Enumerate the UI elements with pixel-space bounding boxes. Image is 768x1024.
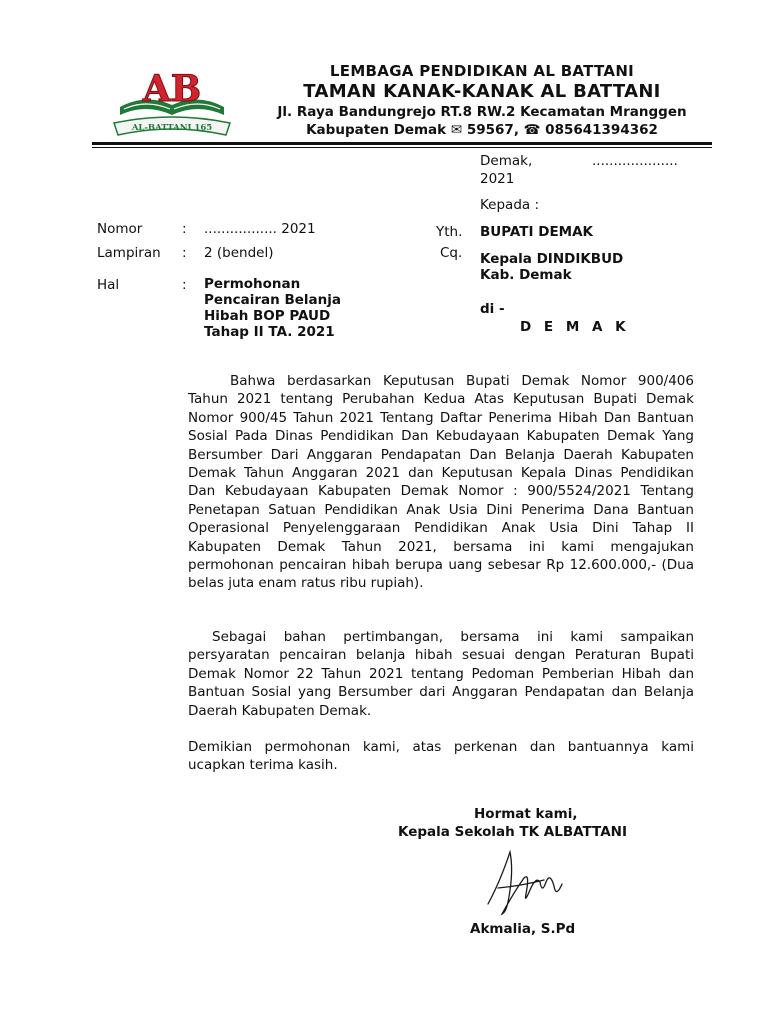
recipient-name: BUPATI DEMAK [480, 224, 594, 240]
hal-colon: : [182, 277, 187, 293]
body-paragraph-3: Demikian permohonan kami, atas perkenan dan bantuannya kami ucapkan terima kasih. [188, 739, 694, 774]
lampiran-colon: : [182, 245, 187, 261]
body-paragraph-1: Bahwa berdasarkan Keputusan Bupati Demak Nomor 900/406 Tahun 2021 tentang Perubahan Kedua Atas Keputusan Bupati Demak Nomor 900/45 Tahun 2021 Tentang Daftar Penerima Hibah Dan Bantuan Sosial Pada Dinas Pendidikan Dan Kebudayaan Kabupaten Demak Yang Bersumber Dari Anggaran Pendapatan Dan Belanja Daerah Kabupaten Demak Tahun Anggaran 2021 dan Keputusan Kepala Dinas Pendidikan Dan Kebudayaan Kabupaten Demak Nomor : 900/5524/2021 Tentang Penetapan Satuan Pendidikan Anak Usia Dini Penerima Dana Bantuan Operasional Penyelenggaraan Pendidikan Anak Usia Dini Tahap II Kabupaten Demak Tahun 2021, bersama ini kami mengajukan permohonan pencairan hibah berupa uang sebesar Rp 12.600.000,- (Dua belas juta enam ratus ribu rupiah). [188, 373, 694, 592]
logo-banner-text: AL-BATTANI 165 [131, 123, 213, 133]
nomor-value: ................. 2021 [204, 221, 316, 237]
di-label: di - [480, 301, 505, 317]
letterhead-divider-thin [92, 147, 712, 148]
logo-letters: AB [142, 68, 202, 110]
letterhead-divider-thick [92, 142, 712, 145]
nomor-label: Nomor [97, 221, 143, 237]
school-name: TAMAN KANAK-KANAK AL BATTANI [303, 81, 661, 102]
letter-place-date: Demak, 2021 [480, 153, 533, 187]
recipient-office-line1: Kepala DINDIKBUD [480, 251, 624, 267]
recipient-city: D E M A K [520, 319, 630, 335]
lampiran-value: 2 (bendel) [204, 245, 274, 261]
school-contact: Kabupaten Demak ✉ 59567, ☎ 085641394362 [306, 122, 658, 138]
school-address: Jl. Raya Bandungrejo RT.8 RW.2 Kecamatan Mranggen [277, 104, 687, 120]
cq-label: Cq. [440, 245, 463, 261]
hal-value: Permohonan Pencairan Belanja Hibah BOP PAUD Tahap II TA. 2021 [204, 276, 342, 340]
logo-graphic [98, 63, 246, 141]
letterhead-text [262, 62, 702, 139]
handwritten-signature [480, 842, 580, 922]
school-logo [98, 63, 246, 141]
signer-name: Akmalia, S.Pd [470, 921, 576, 937]
letter-date-blank: .................... [592, 153, 678, 169]
kepada-label: Kepada : [480, 197, 540, 213]
recipient-office-line2: Kab. Demak [480, 267, 572, 283]
signer-position: Kepala Sekolah TK ALBATTANI [398, 824, 627, 840]
hal-label: Hal [97, 277, 120, 293]
body-paragraph-2: Sebagai bahan pertimbangan, bersama ini kami sampaikan persyaratan pencairan belanja hibah sesuai dengan Peraturan Bupati Demak Nomor 22 Tahun 2021 tentang Pedoman Pemberian Hibah dan Bantuan Sosial yang Bersumber dari Anggaran Pendapatan dan Belanja Daerah Kabupaten Demak. [188, 629, 694, 719]
yth-label: Yth. [436, 224, 463, 240]
nomor-colon: : [182, 221, 187, 237]
closing-salutation: Hormat kami, [474, 806, 578, 822]
institution-name: LEMBAGA PENDIDIKAN AL BATTANI [329, 62, 635, 80]
recipient-office [480, 251, 623, 283]
lampiran-label: Lampiran [97, 245, 161, 261]
